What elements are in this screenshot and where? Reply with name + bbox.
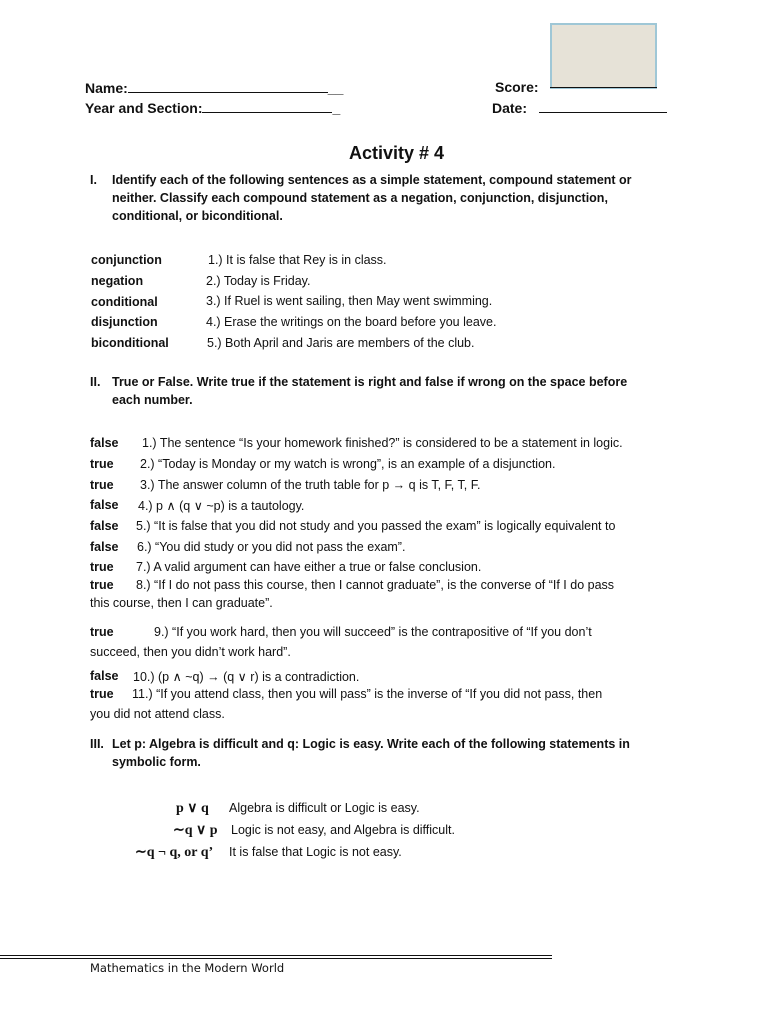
- part1-item: 3.) If Ruel is went sailing, then May went swimming.: [206, 294, 493, 308]
- year-section-line: [85, 99, 340, 116]
- date-label: Date:: [492, 100, 528, 116]
- part1-answer: biconditional: [91, 336, 169, 350]
- year-section-field[interactable]: [202, 99, 332, 113]
- name-line: [85, 79, 343, 96]
- score-box: [550, 23, 657, 89]
- part3-item: It is false that Logic is not easy.: [229, 845, 402, 859]
- part3-answer: ∼q ¬ q, or q’: [135, 845, 214, 860]
- part1-answer: negation: [91, 274, 144, 288]
- footer-rule-top: [0, 955, 552, 956]
- part2-item: 6.) “You did study or you did not pass the exam”.: [137, 540, 406, 554]
- part2-answer: false: [90, 498, 119, 512]
- part1-answer: conditional: [91, 295, 158, 309]
- part2-answer: false: [90, 669, 119, 683]
- name-label: Name:: [85, 80, 128, 96]
- part2-item-continued: succeed, then you didn’t work hard”.: [90, 645, 291, 659]
- part2-answer: true: [90, 625, 114, 639]
- part2-answer: false: [90, 436, 119, 450]
- part2-instruction: True or False. Write true if the statement is right and false if wrong on the space before each number.: [112, 375, 628, 407]
- name-tail: __: [327, 80, 344, 96]
- part2-answer: true: [90, 478, 114, 492]
- part2-item: 11.) “If you attend class, then you will pass” is the inverse of “If you did not pass, then: [132, 687, 603, 701]
- part2-answer: false: [90, 540, 119, 554]
- part2-item: 2.) “Today is Monday or my watch is wrong”, is an example of a disjunction.: [140, 457, 556, 471]
- name-field[interactable]: [128, 79, 328, 93]
- part2-item: 10.) (p ∧ ~q) → (q ∨ r) is a contradiction.: [133, 670, 360, 684]
- date-line: [492, 99, 667, 116]
- activity-title: Activity # 4: [349, 143, 445, 163]
- part2-answer: false: [90, 519, 119, 533]
- part1-answer: conjunction: [91, 253, 162, 267]
- part2-item: 8.) “If I do not pass this course, then I cannot graduate”, is the converse of “If I do pass: [136, 578, 615, 592]
- part3-item: Algebra is difficult or Logic is easy.: [229, 801, 420, 815]
- part1-numeral: I.: [90, 173, 97, 187]
- part2-item: 1.) The sentence “Is your homework finished?” is considered to be a statement in logic.: [142, 436, 623, 450]
- part1-item: 5.) Both April and Jaris are members of the club.: [207, 336, 475, 350]
- footer-course-title: Mathematics in the Modern World: [90, 961, 285, 975]
- score-underline: [550, 87, 657, 88]
- part1-item: 4.) Erase the writings on the board before you leave.: [206, 315, 497, 329]
- part2-item-continued: this course, then I can graduate”.: [90, 596, 273, 610]
- part2-item: 9.) “If you work hard, then you will succeed” is the contrapositive of “If you don’t: [154, 625, 592, 639]
- part1-answer: disjunction: [91, 315, 158, 329]
- part2-answer: true: [90, 457, 114, 471]
- year-section-label: Year and Section:: [85, 100, 203, 116]
- part1-item: 2.) Today is Friday.: [206, 274, 311, 288]
- part2-answer: true: [90, 687, 114, 701]
- footer-rule-bottom: [0, 958, 552, 959]
- part2-item: 7.) A valid argument can have either a true or false conclusion.: [136, 560, 482, 574]
- part3-numeral: III.: [90, 737, 104, 751]
- year-section-tail: _: [332, 100, 341, 116]
- part2-item-continued: you did not attend class.: [90, 707, 225, 721]
- part3-item: Logic is not easy, and Algebra is difficult.: [231, 823, 455, 837]
- part2-item: 5.) “It is false that you did not study and you passed the exam” is logically equivalent to: [136, 519, 616, 533]
- part1-item: 1.) It is false that Rey is in class.: [208, 253, 387, 267]
- part2-numeral: II.: [90, 375, 101, 389]
- part1-instruction: Identify each of the following sentences as a simple statement, compound statement or neither. Classify each compound statement as a negation, conjunction, disjunction, conditional, or biconditional.: [112, 173, 632, 223]
- part2-answer: true: [90, 560, 114, 574]
- part3-answer: ∼q ∨ p: [173, 823, 218, 838]
- score-label: Score:: [495, 79, 539, 95]
- part2-answer: true: [90, 578, 114, 592]
- part2-item: 4.) p ∧ (q ∨ ~p) is a tautology.: [138, 499, 305, 513]
- part3-answer: p ∨ q: [176, 801, 209, 816]
- part2-item: 3.) The answer column of the truth table for p → q is T, F, T, F.: [140, 478, 481, 492]
- date-field[interactable]: [539, 99, 667, 113]
- part3-instruction: Let p: Algebra is difficult and q: Logic is easy. Write each of the following statements in symbolic form.: [112, 737, 630, 769]
